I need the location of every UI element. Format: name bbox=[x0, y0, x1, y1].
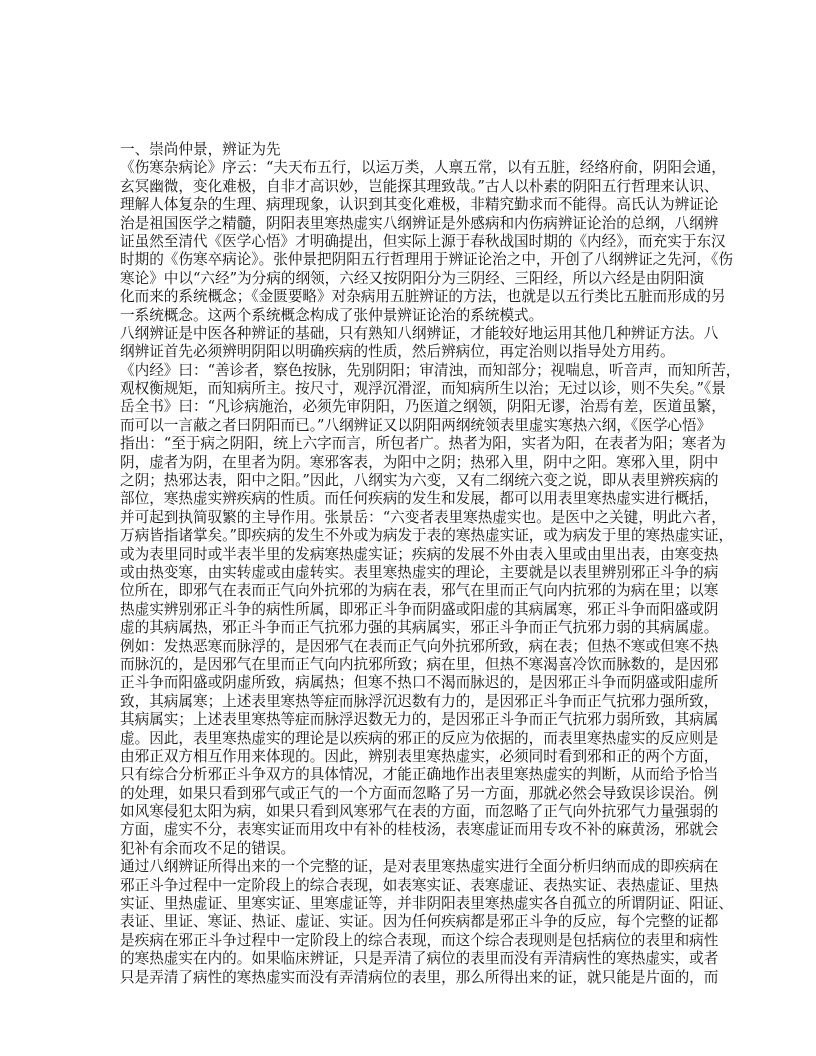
paragraph bbox=[120, 858, 733, 987]
text-line: 证虽然至清代《医学心悟》才明确提出，但实际上源于春秋战国时期的《内经》，而充实于东汉 bbox=[120, 232, 726, 250]
text-line: 由邪正双方相互作用来体现的。因此，辨别表里寒热虚实，必须同时看到邪和正的两个方面， bbox=[120, 747, 719, 765]
text-line: 的寒热虚实在内的。如果临床辨证，只是弄清了病位的表里而没有弄清病性的寒热虚实，或者 bbox=[120, 950, 719, 968]
paragraph bbox=[120, 361, 741, 859]
paragraph bbox=[120, 159, 733, 325]
text-line: 万病皆指诸掌矣。”即疾病的发生不外或为病发于表的寒热虚实证，或为病发于里的寒热虚实证， bbox=[120, 527, 734, 545]
text-line: 例如：发热恶寒而脉浮的，是因邪气在表而正气向外抗邪所致，病在表；但热不寒或但寒不热 bbox=[120, 637, 719, 655]
text-line: 寒论》中以“六经”为分病的纲领，六经又按阴阳分为三阴经、三阳经，所以六经是由阴阳演 bbox=[120, 269, 705, 287]
text-line: 表证、里证、寒证、热证、虚证、实证。因为任何疾病都是邪正斗争的反应，每个完整的证都 bbox=[120, 913, 719, 931]
text-line: 观权衡规矩，而知病所主。按尺寸，观浮沉滑涩，而知病所生以治；无过以诊，则不失矣。”《景 bbox=[120, 380, 726, 398]
text-line: 通过八纲辨证所得出来的一个完整的证，是对表里寒热虚实进行全面分析归纳而成的即疾病在 bbox=[120, 858, 719, 876]
text-line: 犯补有余而攻不足的错误。 bbox=[120, 839, 296, 857]
text-line: 的处理，如果只看到邪气或正气的一个方面而忽略了另一方面，那就必然会导致误诊误治。例 bbox=[120, 784, 719, 802]
text-line: 虚的其病属热，邪正斗争而正气抗邪力强的其病属实，邪正斗争而正气抗邪力弱的其病属虚。 bbox=[120, 619, 719, 637]
text-line: 其病属实；上述表里寒热等症而脉浮迟数无力的，是因邪正斗争而正气抗邪力弱所致，其病属 bbox=[120, 711, 719, 729]
text-line: 正斗争而阳盛或阴虚所致，病属热；但寒不热口不渴而脉迟的，是因邪正斗争而阴盛或阳虚所 bbox=[120, 674, 719, 692]
text-line: 化而来的系统概念；《金匮要略》对杂病用五脏辨证的方法，也就是以五行类比五脏而形成的另 bbox=[120, 288, 726, 306]
text-line: 如风寒侵犯太阳为病，如果只看到风寒邪气在表的方面，而忽略了正气向外抗邪气力量强弱的 bbox=[120, 803, 719, 821]
text-line: 是疾病在邪正斗争过程中一定阶段上的综合表现，而这个综合表现则是包括病位的表里和病性 bbox=[120, 931, 719, 949]
document-body bbox=[120, 141, 741, 987]
text-line: 邪正斗争过程中一定阶段上的综合表现，如表寒实证、表寒虚证、表热实证、表热虚证、里热 bbox=[120, 876, 719, 894]
text-line: 而脉沉的，是因邪气在里而正气向内抗邪所致；病在里，但热不寒渴喜冷饮而脉数的，是因邪 bbox=[120, 655, 719, 673]
text-line: 或由热变寒，由实转虚或由虚转实。表里寒热虚实的理论，主要就是以表里辨别邪正斗争的病 bbox=[120, 563, 719, 581]
text-line: 部位，寒热虚实辨疾病的性质。而任何疾病的发生和发展，都可以用表里寒热虚实进行概括， bbox=[120, 490, 719, 508]
text-line: 阴，虚者为阴，在里者为阴。寒邪客表，为阳中之阴；热邪入里，阴中之阳。寒邪入里，阴中 bbox=[120, 453, 719, 471]
text-line: 位所在，即邪气在表而正气向外抗邪的为病在表，邪气在里而正气向内抗邪的为病在里；以寒 bbox=[120, 582, 719, 600]
text-line: 《伤寒杂病论》序云：“夫天布五行，以运万类，人禀五常，以有五脏，经络府俞，阴阳会通， bbox=[120, 159, 726, 177]
text-line: 而可以一言蔽之者曰阴阳而已。”八纲辨证又以阴阳两纲统领表里虚实寒热六纲，《医学心悟》 bbox=[120, 416, 712, 434]
text-line: 热虚实辨别邪正斗争的病性所属，即邪正斗争而阴盛或阳虚的其病属寒，邪正斗争而阳盛或阴 bbox=[120, 600, 719, 618]
text-line: 只是弄清了病性的寒热虚实而没有弄清病位的表里，那么所得出来的证，就只能是片面的，而 bbox=[120, 968, 719, 986]
paragraph bbox=[120, 324, 719, 362]
text-line: 实证、里热虚证、里寒实证、里寒虚证等，并非阴阳表里寒热虚实各自孤立的所谓阴证、阳证、 bbox=[120, 895, 733, 913]
text-line: 治是祖国医学之精髓，阴阳表里寒热虚实八纲辨证是外感病和内伤病辨证论治的总纲，八纲辨 bbox=[120, 214, 719, 232]
section-heading: 一、崇尚仲景，辨证为先 bbox=[120, 141, 281, 158]
text-line: 岳全书》曰：“凡诊病施治，必须先审阴阳，乃医道之纲领，阴阳无谬，治焉有差，医道虽繁， bbox=[120, 398, 726, 416]
text-line: 并可起到执简驭繁的主导作用。张景岳：“六变者表里寒热虚实也。是医中之关键，明此六者， bbox=[120, 508, 726, 526]
text-line: 理解人体复杂的生理、病理现象，认识到其变化难极，非精究勤求而不能得。高氏认为辨证论 bbox=[120, 196, 719, 214]
text-line: 纲辨证首先必须辨明阴阳以明确疾病的性质，然后辨病位，再定治则以指导处方用药。 bbox=[120, 343, 675, 361]
text-line: 方面，虚实不分，表寒实证而用攻中有补的桂枝汤，表寒虚证而用专攻不补的麻黄汤，邪就会 bbox=[120, 821, 719, 839]
text-line: 或为表里同时或半表半里的发病寒热虚实证；疾病的发展不外由表入里或由里出表，由寒变热 bbox=[120, 545, 719, 563]
text-line: 虚。因此，表里寒热虚实的理论是以疾病的邪正的反应为依据的，而表里寒热虚实的反应则是 bbox=[120, 729, 719, 747]
text-line: 指出：“至于病之阴阳，统上六字而言，所包者广。热者为阳，实者为阳，在表者为阳；寒者为 bbox=[120, 435, 726, 453]
text-line: 《内经》曰：“善诊者，察色按脉，先别阴阳；审清浊，而知部分；视喘息，听音声，而知所苦， bbox=[120, 361, 741, 379]
text-line: 之阴；热邪达表，阳中之阳。”因此，八纲实为六变，又有二纲统六变之说，即从表里辨疾病的 bbox=[120, 472, 719, 490]
text-line: 致，其病属寒；上述表里寒热等症而脉浮沉迟数有力的，是因邪正斗争而正气抗邪力强所致， bbox=[120, 692, 719, 710]
text-line: 玄冥幽微，变化难极，自非才高识妙，岂能探其理致哉。”古人以朴素的阴阳五行哲理来认识、 bbox=[120, 177, 719, 195]
text-line: 一系统概念。这两个系统概念构成了张仲景辨证论治的系统模式。 bbox=[120, 306, 544, 324]
text-line: 只有综合分析邪正斗争双方的具体情况，才能正确地作出表里寒热虚实的判断，从而给予恰当 bbox=[120, 766, 719, 784]
text-line: 时期的《伤寒卒病论》。张仲景把阴阳五行哲理用于辨证论治之中，开创了八纲辨证之先河，《伤 bbox=[120, 251, 733, 269]
text-line: 八纲辨证是中医各种辨证的基础，只有熟知八纲辨证，才能较好地运用其他几种辨证方法。八 bbox=[120, 324, 719, 342]
